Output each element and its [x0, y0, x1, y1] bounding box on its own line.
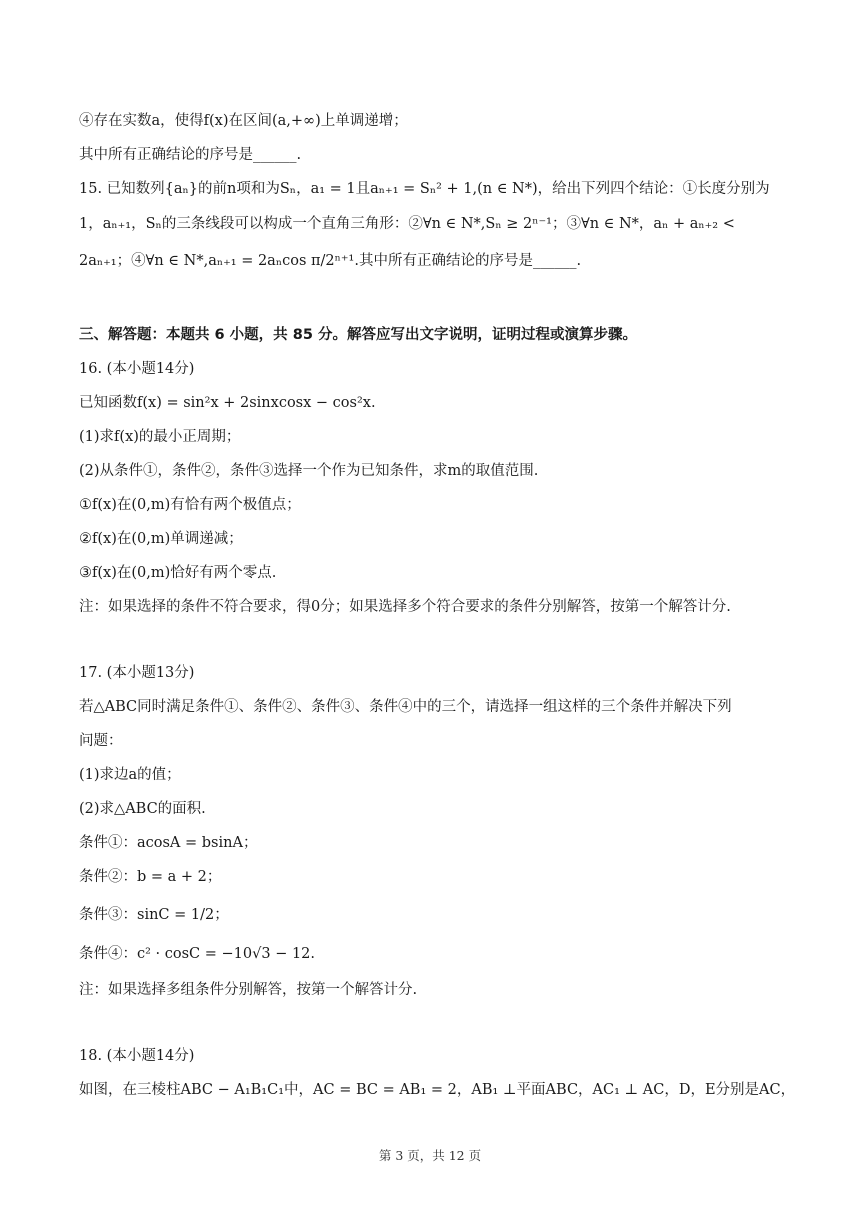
text-line: (1)求边a的值； — [79, 767, 181, 783]
condition-4: 条件④：c² · cosC = −10√3 − 12. — [79, 946, 316, 962]
question-16-title: 16. (本小题14分) — [79, 361, 195, 377]
text-line: 问题： — [79, 733, 123, 749]
question-18-title: 18. (本小题14分) — [79, 1048, 195, 1064]
text-line: 已知函数f(x) = sin²x + 2sinxcosx − cos²x. — [79, 395, 376, 411]
text-line: ①f(x)在(0,m)有恰有两个极值点； — [79, 497, 301, 513]
condition-3: 条件③：sinC = 1/2； — [79, 907, 229, 923]
text-line: ③f(x)在(0,m)恰好有两个零点. — [79, 565, 277, 581]
note-line: 注：如果选择多组条件分别解答，按第一个解答计分. — [79, 982, 418, 998]
page-footer: 第 3 页，共 12 页 — [378, 1148, 482, 1163]
question-15-line: 15. 已知数列{aₙ}的前n项和为Sₙ，a₁ = 1且aₙ₊₁ = Sₙ² + 1,(n ∈ N*)，给出下列四个结论：①长度分别为 — [79, 181, 770, 197]
text-line: (2)求△ABC的面积. — [79, 801, 206, 817]
text-line: 1，aₙ₊₁，Sₙ的三条线段可以构成一个直角三角形：②∀n ∈ N*,Sₙ ≥ 2ⁿ⁻¹；③∀n ∈ N*，aₙ + aₙ₊₂ < — [79, 216, 735, 232]
question-17-title: 17. (本小题13分) — [79, 665, 195, 681]
text-line: 如图，在三棱柱ABC − A₁B₁C₁中，AC = BC = AB₁ = 2，AB₁ ⊥平面ABC，AC₁ ⊥ AC，D，E分别是AC， — [79, 1082, 796, 1098]
condition-1: 条件①：acosA = bsinA； — [79, 835, 258, 851]
note-line: 注：如果选择的条件不符合要求，得0分；如果选择多个符合要求的条件分别解答，按第一个解答计分. — [79, 599, 731, 615]
text-line: 2aₙ₊₁；④∀n ∈ N*,aₙ₊₁ = 2aₙcos π/2ⁿ⁺¹.其中所有正确结论的序号是______. — [79, 253, 582, 269]
text-line: (1)求f(x)的最小正周期； — [79, 429, 241, 445]
text-line: ④存在实数a，使得f(x)在区间(a,+∞)上单调递增； — [79, 113, 408, 129]
condition-2: 条件②：b = a + 2； — [79, 869, 222, 885]
section-heading: 三、解答题：本题共 6 小题，共 85 分。解答应写出文字说明，证明过程或演算步骤。 — [79, 327, 637, 343]
text-line: 其中所有正确结论的序号是______. — [79, 147, 302, 163]
text-line: 若△ABC同时满足条件①、条件②、条件③、条件④中的三个，请选择一组这样的三个条件并解决下列 — [79, 699, 732, 715]
text-line: ②f(x)在(0,m)单调递减； — [79, 531, 243, 547]
text-line: (2)从条件①，条件②，条件③选择一个作为已知条件，求m的取值范围. — [79, 463, 539, 479]
